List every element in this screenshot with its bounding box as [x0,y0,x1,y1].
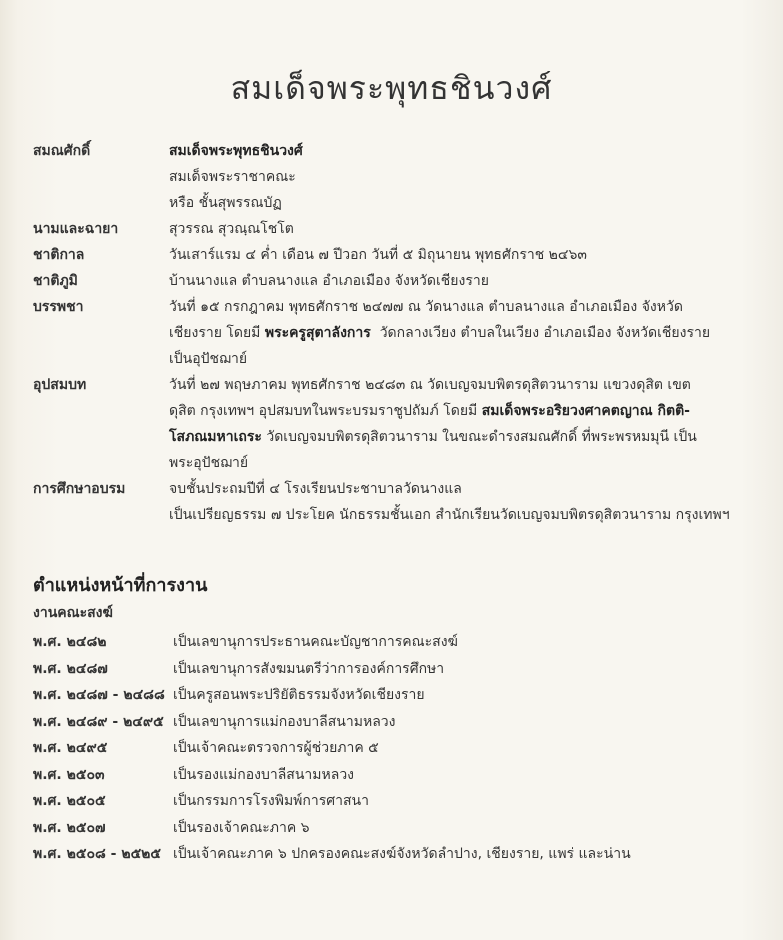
info-value-line [169,424,773,450]
info-value-line [169,372,773,398]
position-year: พ.ศ. ๒๔๙๕ [33,740,108,756]
info-value-line [169,294,773,320]
position-year: พ.ศ. ๒๕๐๘ - ๒๕๒๕ [33,846,162,862]
section-title: ตำแหน่งหน้าที่การงาน [33,575,208,596]
info-row [33,242,773,268]
info-row [33,372,773,476]
info-row [33,268,773,294]
info-value-line [169,346,773,372]
positions-list [33,629,773,868]
position-description: เป็นเลขานุการแม่กองบาลีสนามหลวง [173,713,396,730]
position-row [33,762,773,789]
info-value [169,476,773,528]
position-row [33,841,773,868]
position-year: พ.ศ. ๒๕๐๗ [33,819,106,836]
position-year: พ.ศ. ๒๔๘๙ - ๒๔๙๕ [33,713,164,730]
position-description: เป็นเจ้าคณะภาค ๖ ปกครองคณะสงฆ์จังหวัดลำปาง, เชียงราย, แพร่ และน่าน [173,846,631,862]
position-description: เป็นรองเจ้าคณะภาค ๖ [173,819,310,836]
position-description: เป็นเจ้าคณะตรวจการผู้ช่วยภาค ๕ [173,740,379,756]
text-segment: เป็นเปรียญธรรม ๗ ประโยค นักธรรมชั้นเอก สำนักเรียนวัดเบญจมบพิตรดุสิตวนาราม กรุงเทพฯ [169,507,730,523]
text-segment: วัดกลางเวียง ตำบลในเวียง อำเภอเมือง จังหวัดเชียงราย [370,325,711,341]
info-value-line [169,138,773,164]
text-segment: ดุสิต กรุงเทพฯ อุปสมบทในพระบรมราชูปถัมภ์ โดยมี [169,403,482,419]
position-row [33,629,773,656]
text-segment: เป็นอุปัชฌาย์ [169,351,248,367]
info-row [33,294,773,372]
text-segment: หรือ ชั้นสุพรรณบัฏ [169,195,282,211]
position-row [33,656,773,683]
text-segment: วันเสาร์แรม ๔ ค่ำ เดือน ๗ ปีวอก วันที่ ๕ มิถุนายน พุทธศักราช ๒๔๖๓ [169,247,587,263]
info-value-line [169,320,773,346]
page-title: สมเด็จพระพุทธชินวงศ์ [230,69,553,108]
info-value [169,294,773,372]
position-description: เป็นเลขานุการสังฆมนตรีว่าการองค์การศึกษา [173,660,445,677]
text-segment: เชียงราย โดยมี [169,325,265,341]
info-value-line [169,398,773,424]
info-value-line [169,476,773,502]
text-segment: สุวรรณ สุวณฺณโชโต [169,221,294,237]
info-value-line [169,450,773,476]
position-row [33,788,773,815]
info-label: อุปสมบท [33,377,87,393]
info-value-line [169,502,773,528]
info-value [169,372,773,476]
text-segment: บ้านนางแล ตำบลนางแล อำเภอเมือง จังหวัดเชียงราย [169,273,489,289]
text-segment: วัดเบญจมบพิตรดุสิตวนาราม ในขณะดำรงสมณศักดิ์ ที่พระพรหมมุนี เป็น [261,429,697,445]
position-row [33,735,773,762]
info-value [169,242,773,268]
info-value [169,138,773,216]
info-value-line [169,242,773,268]
bold-name: พระครูสุตาลังการ [264,325,371,341]
position-year: พ.ศ. ๒๔๘๒ [33,634,107,650]
text-segment: พระอุปัชฌาย์ [169,455,249,471]
position-row [33,815,773,842]
section-subtitle: งานคณะสงฆ์ [33,605,113,621]
bold-name: โสภณมหาเถระ [169,429,262,445]
position-description: เป็นรองแม่กองบาลีสนามหลวง [173,766,355,783]
info-label: สมณศักดิ์ [33,143,91,159]
info-row [33,476,773,528]
text-segment: จบชั้นประถมปีที่ ๔ โรงเรียนประชาบาลวัดนางแล [169,481,462,497]
info-label: ชาติกาล [33,247,85,263]
position-year: พ.ศ. ๒๕๐๓ [33,766,105,783]
info-label: การศึกษาอบรม [33,481,126,497]
position-description: เป็นกรรมการโรงพิมพ์การศาสนา [173,793,369,809]
position-year: พ.ศ. ๒๔๘๗ - ๒๔๘๘ [33,687,165,703]
position-year: พ.ศ. ๒๕๐๕ [33,793,106,809]
info-value-line [169,190,773,216]
position-row [33,682,773,709]
text-segment: สมเด็จพระราชาคณะ [169,169,296,185]
info-label: นามและฉายา [33,221,119,237]
bold-name: สมเด็จพระพุทธชินวงศ์ [169,143,303,159]
info-value [169,268,773,294]
text-segment: วันที่ ๒๗ พฤษภาคม พุทธศักราช ๒๔๘๓ ณ วัดเบญจมบพิตรดุสิตวนาราม แขวงดุสิต เขต [169,377,691,393]
bold-name: สมเด็จพระอริยวงศาคตญาณ กิตติ- [481,403,690,419]
biography-info [33,138,773,528]
info-value-line [169,216,773,242]
position-year: พ.ศ. ๒๔๘๗ [33,660,108,677]
info-value [169,216,773,242]
position-description: เป็นครูสอนพระปริยัติธรรมจังหวัดเชียงราย [173,687,425,703]
position-row [33,709,773,736]
info-row [33,216,773,242]
info-row [33,138,773,216]
info-value-line [169,164,773,190]
info-label: บรรพชา [33,299,84,315]
position-description: เป็นเลขานุการประธานคณะบัญชาการคณะสงฆ์ [173,634,458,650]
info-value-line [169,268,773,294]
info-label: ชาติภูมิ [33,273,78,289]
text-segment: วันที่ ๑๕ กรกฎาคม พุทธศักราช ๒๔๗๗ ณ วัดนางแล ตำบลนางแล อำเภอเมือง จังหวัด [169,299,683,315]
